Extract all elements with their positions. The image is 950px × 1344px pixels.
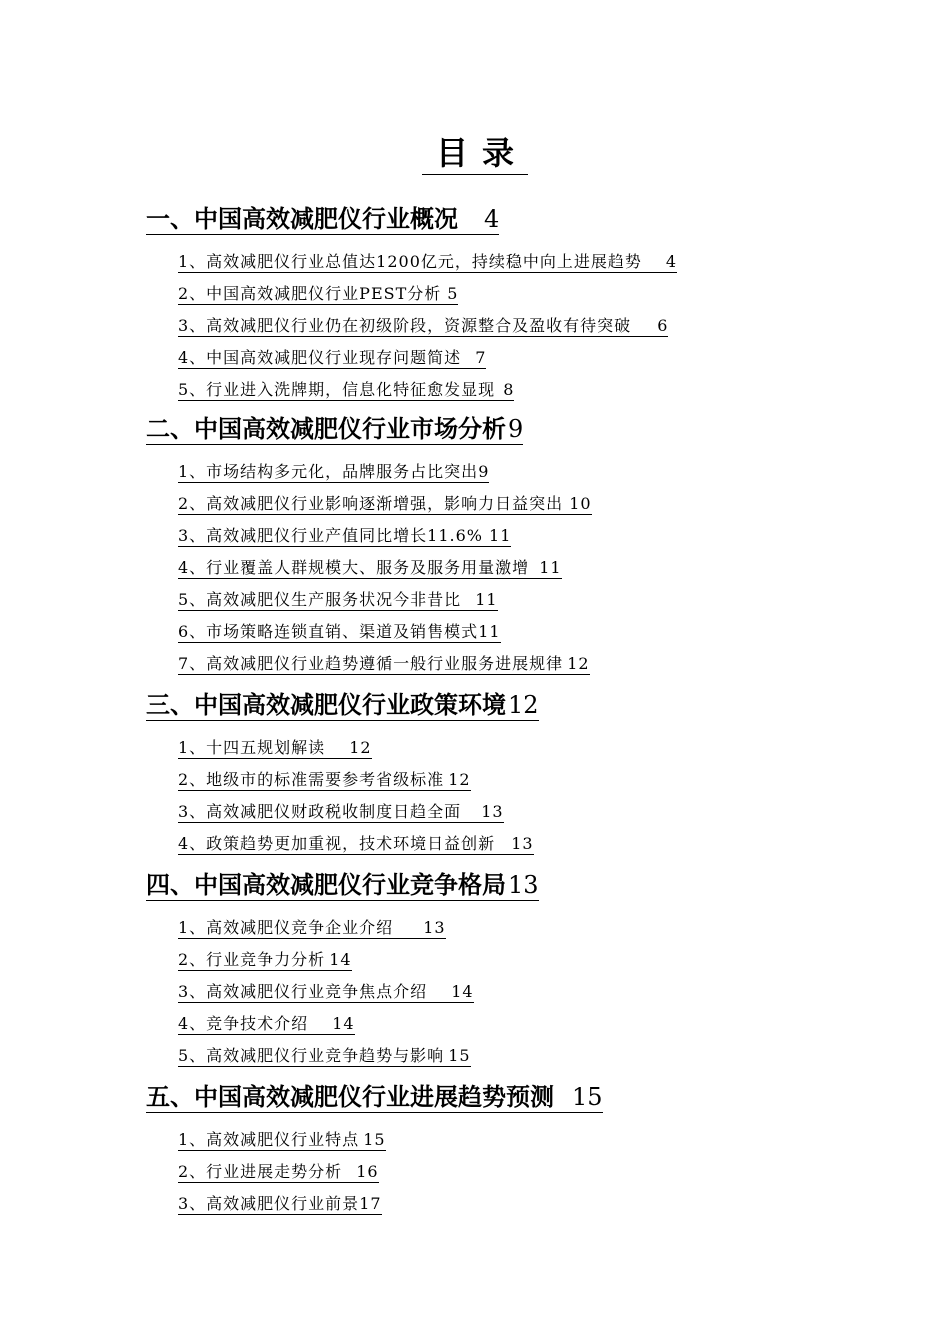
toc-item-2-3[interactable] [178, 526, 511, 547]
item-label: 2、高效减肥仪行业影响逐渐增强，影响力日益突出 [178, 494, 564, 513]
toc-section-3[interactable] [146, 690, 539, 721]
item-label: 3、高效减肥仪行业产值同比增长11.6% [178, 526, 484, 545]
section-page-number: 13 [508, 871, 539, 899]
toc-section-5[interactable] [146, 1082, 603, 1113]
toc-item-4-1[interactable] [178, 918, 446, 939]
toc-item-4-2[interactable] [178, 950, 352, 971]
item-label: 3、高效减肥仪行业竞争焦点介绍 [178, 982, 428, 1001]
item-page-number: 12 [349, 738, 372, 757]
item-page-number: 12 [567, 654, 590, 673]
toc-item-2-6[interactable] [178, 622, 501, 643]
section-page-number: 9 [508, 415, 524, 443]
toc-item-2-4[interactable] [178, 558, 562, 579]
toc-item-2-1[interactable] [178, 462, 489, 483]
item-page-number: 4 [665, 252, 678, 271]
item-label: 1、高效减肥仪行业特点 [178, 1130, 360, 1149]
toc-item-5-1[interactable] [178, 1130, 386, 1151]
toc-item-3-3[interactable] [178, 802, 504, 823]
toc-item-4-3[interactable] [178, 982, 474, 1003]
item-page-number: 13 [511, 834, 534, 853]
item-page-number: 11 [489, 526, 512, 545]
item-label: 2、中国高效减肥仪行业PEST分析 [178, 284, 442, 303]
item-label: 4、行业覆盖人群规模大、服务及服务用量激增 [178, 558, 530, 577]
toc-item-2-5[interactable] [178, 590, 498, 611]
item-page-number: 10 [569, 494, 592, 513]
item-page-number: 13 [481, 802, 504, 821]
section-label: 三、中国高效减肥仪行业政策环境 [146, 690, 506, 719]
item-page-number: 11 [475, 590, 498, 609]
toc-item-4-5[interactable] [178, 1046, 471, 1067]
toc-section-4[interactable] [146, 870, 539, 901]
item-label: 6、市场策略连锁直销、渠道及销售模式 [178, 622, 479, 641]
item-label: 4、中国高效减肥仪行业现存问题简述 [178, 348, 462, 367]
item-label: 5、高效减肥仪行业竞争趋势与影响 [178, 1046, 445, 1065]
toc-title-row [0, 128, 950, 174]
item-page-number: 15 [448, 1046, 471, 1065]
item-label: 2、行业进展走势分析 [178, 1162, 343, 1181]
item-label: 3、高效减肥仪行业前景 [178, 1194, 360, 1213]
toc-item-1-1[interactable] [178, 252, 677, 273]
item-page-number: 14 [451, 982, 474, 1001]
item-page-number: 9 [478, 462, 490, 481]
section-label: 四、中国高效减肥仪行业竞争格局 [146, 870, 506, 899]
item-page-number: 14 [329, 950, 352, 969]
item-page-number: 13 [423, 918, 446, 937]
toc-item-3-4[interactable] [178, 834, 534, 855]
item-label: 5、高效减肥仪生产服务状况今非昔比 [178, 590, 462, 609]
item-page-number: 15 [363, 1130, 386, 1149]
item-label: 5、行业进入洗牌期，信息化特征愈发显现 [178, 380, 496, 399]
item-label: 4、竞争技术介绍 [178, 1014, 309, 1033]
item-label: 1、高效减肥仪竞争企业介绍 [178, 918, 394, 937]
section-page-number: 12 [508, 691, 539, 719]
item-page-number: 5 [447, 284, 459, 303]
toc-title: 目录 [422, 134, 528, 175]
item-page-number: 17 [359, 1194, 382, 1213]
toc-item-2-2[interactable] [178, 494, 592, 515]
item-label: 2、行业竞争力分析 [178, 950, 326, 969]
section-page-number: 15 [572, 1083, 603, 1111]
item-page-number: 12 [448, 770, 471, 789]
section-label: 一、中国高效减肥仪行业概况 [146, 204, 458, 233]
toc-item-1-5[interactable] [178, 380, 514, 401]
toc-item-3-1[interactable] [178, 738, 372, 759]
item-label: 3、高效减肥仪行业仍在初级阶段，资源整合及盈收有待突破 [178, 316, 632, 335]
toc-item-1-3[interactable] [178, 316, 668, 337]
item-page-number: 8 [503, 380, 515, 399]
section-page-number: 4 [484, 205, 500, 233]
item-label: 1、十四五规划解读 [178, 738, 326, 757]
item-label: 7、高效减肥仪行业趋势遵循一般行业服务进展规律 [178, 654, 564, 673]
item-label: 1、市场结构多元化，品牌服务占比突出 [178, 462, 479, 481]
toc-section-1[interactable] [146, 204, 499, 235]
toc-item-4-4[interactable] [178, 1014, 355, 1035]
toc-item-5-3[interactable] [178, 1194, 382, 1215]
toc-section-2[interactable] [146, 414, 523, 445]
toc-item-2-7[interactable] [178, 654, 590, 675]
item-page-number: 11 [539, 558, 562, 577]
toc-item-5-2[interactable] [178, 1162, 379, 1183]
section-label: 五、中国高效减肥仪行业进展趋势预测 [146, 1082, 554, 1111]
toc-item-1-4[interactable] [178, 348, 486, 369]
item-label: 4、政策趋势更加重视，技术环境日益创新 [178, 834, 496, 853]
item-label: 3、高效减肥仪财政税收制度日趋全面 [178, 802, 462, 821]
item-page-number: 7 [475, 348, 487, 367]
toc-item-1-2[interactable] [178, 284, 458, 305]
item-page-number: 16 [356, 1162, 379, 1181]
item-page-number: 14 [332, 1014, 355, 1033]
item-label: 1、高效减肥仪行业总值达1200亿元，持续稳中向上进展趋势 [178, 252, 642, 271]
toc-item-3-2[interactable] [178, 770, 471, 791]
section-label: 二、中国高效减肥仪行业市场分析 [146, 414, 506, 443]
item-label: 2、地级市的标准需要参考省级标准 [178, 770, 445, 789]
item-page-number: 11 [478, 622, 501, 641]
item-page-number: 6 [657, 316, 669, 335]
